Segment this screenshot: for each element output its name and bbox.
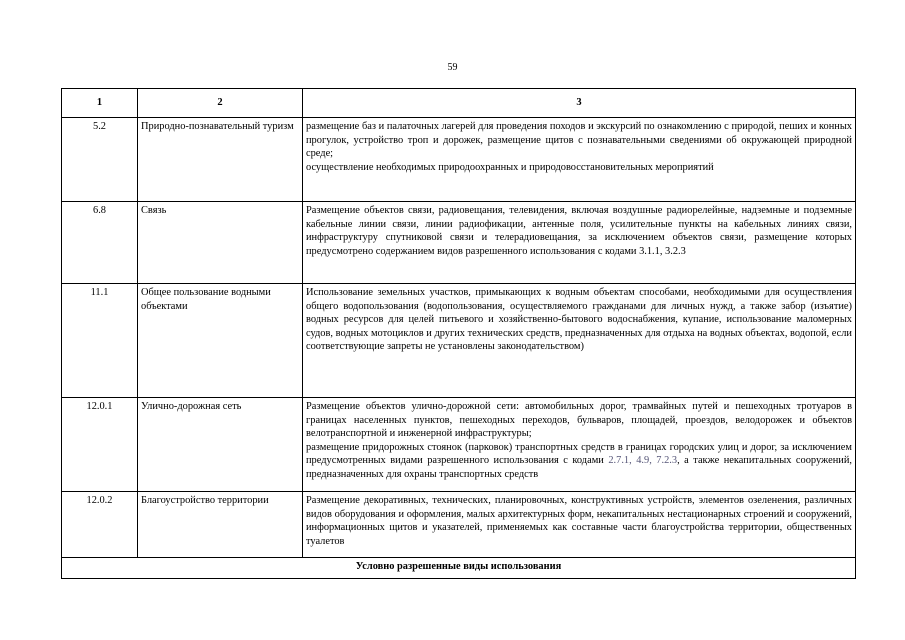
row-name: Связь: [138, 202, 303, 284]
table-row: [62, 492, 856, 558]
land-use-table: [61, 88, 856, 579]
row-description: [303, 492, 856, 558]
row-name: Улично-дорожная сеть: [138, 398, 303, 492]
use-codes-reference: 2.7.1, 4.9, 7.2.3: [608, 455, 678, 466]
description-text: , а также некапитальных сооружений, предназначенных для охраны транспортных средств: [306, 455, 852, 480]
description-text: размещение придорожных стоянок (парковок) транспортных средств в границах городских улиц и дорог, за исключением предусмотренных видами разрешенного использования с кодами: [306, 441, 852, 466]
table-row: [62, 202, 856, 284]
description-paragraph: Размещение объектов улично-дорожной сети: автомобильных дорог, трамвайных путей и пешеходных тротуаров в границах населенных пунктов, пешеходных переходов, бульваров, площадей, проездов, велодорожек и объектов велотранспортной и инженерной инфраструктуры;: [306, 401, 852, 439]
header-col-2: 2: [138, 89, 303, 118]
row-name: Благоустройство территории: [138, 492, 303, 558]
row-code: 12.0.2: [62, 492, 138, 558]
header-col-3: 3: [303, 89, 856, 118]
table-row: [62, 284, 856, 398]
page-number: 59: [447, 62, 458, 73]
section-heading: Условно разрешенные виды использования: [62, 558, 856, 579]
row-description: [303, 118, 856, 202]
description-paragraph: осуществление необходимых природоохранных и природовосстановительных мероприятий: [306, 161, 714, 173]
row-description: [303, 202, 856, 284]
row-code: 5.2: [62, 118, 138, 202]
row-description: [303, 398, 856, 492]
row-code: 12.0.1: [62, 398, 138, 492]
description-paragraph: Размещение объектов связи, радиовещания, телевидения, включая воздушные радиорелейные, надземные и подземные кабельные линии связи, линии радиофикации, антенные поля, усилительные пункты на кабельных линиях связи, инфраструктуру спутниковой связи и телерадиовещания, за исключением объектов связи, размещение которых предусмотрено содержанием видов разрешенного использования с кодами 3.1.1, 3.2.3: [306, 205, 852, 257]
table-row: [62, 118, 856, 202]
row-name: Природно-познавательный туризм: [138, 118, 303, 202]
description-paragraph: Использование земельных участков, примыкающих к водным объектам способами, необходимыми для осуществления общего водопользования (водопользования, осуществляемого гражданами для личных нужд, а также забор (изъятие) водных ресурсов для целей питьевого и хозяйственно-бытового водоснабжения, купание, использование маломерных судов, водных мотоциклов и других технических средств, предназначенных для отдыха на водных объектах, водопой, если соответствующие запреты не установлены законодательством): [306, 287, 852, 352]
section-heading-row: [62, 558, 856, 579]
table-row: [62, 398, 856, 492]
row-name: Общее пользование водными объектами: [138, 284, 303, 398]
description-paragraph: [306, 441, 852, 482]
row-code: 11.1: [62, 284, 138, 398]
table-header-row: [62, 89, 856, 118]
row-description: [303, 284, 856, 398]
header-col-1: 1: [62, 89, 138, 118]
description-paragraph: размещение баз и палаточных лагерей для проведения походов и экскурсий по ознакомлению с природой, пеших и конных прогулок, устройство троп и дорожек, размещение щитов с познавательными сведениями об окружающей природной среде;: [306, 121, 852, 159]
row-code: 6.8: [62, 202, 138, 284]
description-paragraph: Размещение декоративных, технических, планировочных, конструктивных устройств, элементов озеленения, различных видов оборудования и оформления, малых архитектурных форм, некапитальных нестационарных строений и сооружений, информационных щитов и указателей, применяемых как составные части благоустройства территории, общественных туалетов: [306, 495, 852, 547]
